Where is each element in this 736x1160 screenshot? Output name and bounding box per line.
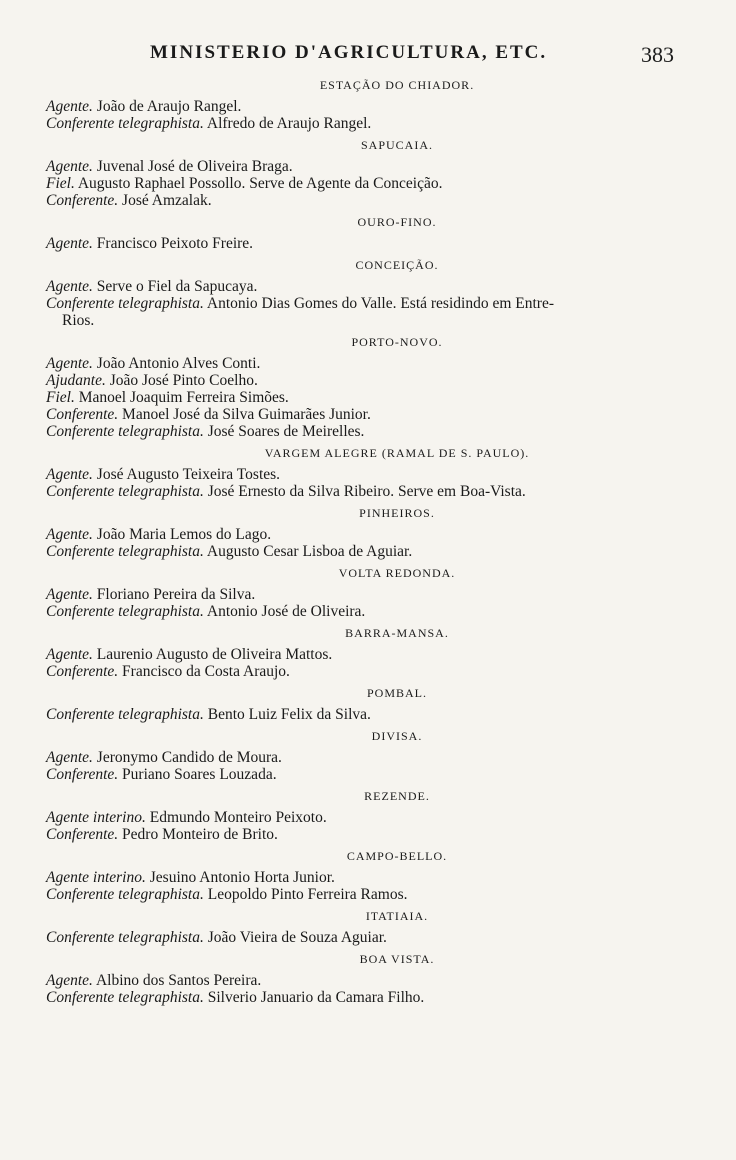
staff-name: Leopoldo Pinto Ferreira Ramos. bbox=[203, 886, 408, 903]
staff-name: Edmundo Monteiro Peixoto. bbox=[145, 809, 327, 826]
staff-role: Conferente telegraphista. bbox=[46, 295, 204, 312]
staff-name: Serve o Fiel da Sapucaya. bbox=[92, 278, 258, 295]
station-heading: POMBAL. bbox=[366, 686, 427, 700]
staff-role: Agente. bbox=[46, 355, 93, 372]
staff-entry bbox=[42, 989, 682, 1006]
station-heading: ESTAÇÃO DO CHIADOR. bbox=[319, 78, 475, 92]
staff-entry bbox=[42, 886, 682, 903]
staff-name: Francisco da Costa Araujo. bbox=[118, 663, 290, 680]
station-heading: CAMPO-BELLO. bbox=[346, 849, 448, 863]
staff-role: Agente. bbox=[46, 235, 93, 252]
staff-name: Puriano Soares Louzada. bbox=[118, 766, 277, 783]
staff-entry bbox=[42, 389, 682, 406]
station-heading: SAPUCAIA. bbox=[360, 138, 433, 152]
staff-entry bbox=[42, 603, 682, 620]
staff-role: Conferente. bbox=[46, 663, 119, 680]
staff-name: João Vieira de Souza Aguiar. bbox=[203, 929, 387, 946]
staff-name: Antonio José de Oliveira. bbox=[203, 603, 366, 620]
staff-name: José Ernesto da Silva Ribeiro. Serve em Boa-Vista. bbox=[203, 483, 526, 500]
staff-entry bbox=[42, 175, 682, 192]
document-body bbox=[42, 72, 682, 1006]
station-heading: PORTO-NOVO. bbox=[351, 335, 443, 349]
staff-name: Augusto Cesar Lisboa de Aguiar. bbox=[203, 543, 413, 560]
staff-entry bbox=[42, 766, 682, 783]
staff-entry bbox=[42, 355, 682, 372]
staff-name: João de Araujo Rangel. bbox=[92, 98, 242, 115]
staff-entry bbox=[42, 646, 682, 663]
station-heading: BARRA-MANSA. bbox=[345, 626, 449, 640]
staff-role: Agente. bbox=[46, 98, 93, 115]
staff-role: Agente. bbox=[46, 466, 93, 483]
staff-name: Bento Luiz Felix da Silva. bbox=[203, 706, 371, 723]
staff-role: Conferente telegraphista. bbox=[46, 423, 204, 440]
staff-role: Conferente telegraphista. bbox=[46, 886, 204, 903]
staff-entry bbox=[42, 235, 682, 252]
staff-role: Conferente telegraphista. bbox=[46, 543, 204, 560]
staff-role: Agente. bbox=[46, 526, 93, 543]
staff-entry bbox=[42, 869, 682, 886]
staff-entry bbox=[42, 972, 682, 989]
staff-role: Conferente telegraphista. bbox=[46, 706, 204, 723]
staff-entry bbox=[42, 192, 682, 209]
staff-role: Agente. bbox=[46, 749, 93, 766]
station-heading: ITATIAIA. bbox=[365, 909, 429, 923]
staff-role: Agente. bbox=[46, 646, 93, 663]
staff-role: Agente. bbox=[46, 586, 93, 603]
staff-entry bbox=[42, 372, 682, 389]
staff-entry-continuation: Rios. bbox=[62, 312, 95, 329]
running-title: MINISTERIO D'AGRICULTURA, ETC. bbox=[150, 42, 548, 63]
staff-role: Conferente. bbox=[46, 406, 119, 423]
staff-name: Floriano Pereira da Silva. bbox=[92, 586, 256, 603]
staff-name: Antonio Dias Gomes do Valle. Está residindo em Entre- bbox=[203, 295, 554, 312]
staff-entry bbox=[42, 295, 682, 312]
staff-entry bbox=[42, 406, 682, 423]
staff-entry bbox=[42, 483, 682, 500]
staff-entry bbox=[42, 526, 682, 543]
staff-role: Agente interino. bbox=[46, 869, 146, 886]
station-heading: VARGEM ALEGRE (RAMAL DE S. PAULO). bbox=[264, 446, 530, 460]
staff-entry bbox=[42, 809, 682, 826]
staff-name: Francisco Peixoto Freire. bbox=[92, 235, 254, 252]
staff-role: Conferente. bbox=[46, 766, 119, 783]
staff-role: Conferente. bbox=[46, 826, 119, 843]
staff-entry bbox=[42, 466, 682, 483]
staff-entry bbox=[42, 115, 682, 132]
staff-name: Jesuino Antonio Horta Junior. bbox=[145, 869, 335, 886]
staff-role: Agente. bbox=[46, 972, 93, 989]
staff-name: José Amzalak. bbox=[118, 192, 212, 209]
staff-name: Alfredo de Araujo Rangel. bbox=[203, 115, 372, 132]
staff-role: Conferente telegraphista. bbox=[46, 603, 204, 620]
station-heading: REZENDE. bbox=[364, 789, 430, 803]
staff-role: Conferente telegraphista. bbox=[46, 115, 204, 132]
staff-name: José Augusto Teixeira Tostes. bbox=[92, 466, 281, 483]
staff-entry bbox=[42, 586, 682, 603]
staff-entry bbox=[42, 929, 682, 946]
staff-role: Conferente telegraphista. bbox=[46, 483, 204, 500]
staff-role: Conferente. bbox=[46, 192, 119, 209]
station-heading: VOLTA REDONDA. bbox=[338, 566, 456, 580]
staff-entry bbox=[42, 706, 682, 723]
staff-name: Albino dos Santos Pereira. bbox=[92, 972, 262, 989]
station-heading: BOA VISTA. bbox=[359, 952, 435, 966]
staff-entry bbox=[42, 158, 682, 175]
staff-entry bbox=[42, 543, 682, 560]
staff-name: Juvenal José de Oliveira Braga. bbox=[92, 158, 293, 175]
page-header bbox=[0, 40, 736, 70]
staff-name: Silverio Januario da Camara Filho. bbox=[203, 989, 425, 1006]
staff-entry bbox=[42, 826, 682, 843]
staff-name: Laurenio Augusto de Oliveira Mattos. bbox=[92, 646, 333, 663]
staff-name: Jeronymo Candido de Moura. bbox=[92, 749, 282, 766]
staff-role: Fiel. bbox=[46, 389, 75, 406]
staff-name: Manoel José da Silva Guimarães Junior. bbox=[118, 406, 371, 423]
staff-name: João Maria Lemos do Lago. bbox=[92, 526, 272, 543]
station-heading: DIVISA. bbox=[371, 729, 423, 743]
staff-role: Agente interino. bbox=[46, 809, 146, 826]
station-heading: OURO-FINO. bbox=[357, 215, 437, 229]
staff-role: Agente. bbox=[46, 278, 93, 295]
staff-role: Fiel. bbox=[46, 175, 75, 192]
staff-entry bbox=[42, 278, 682, 295]
staff-name: José Soares de Meirelles. bbox=[203, 423, 365, 440]
staff-name: Augusto Raphael Possollo. Serve de Agente da Conceição. bbox=[74, 175, 443, 192]
station-heading: PINHEIROS. bbox=[359, 506, 435, 520]
staff-role: Conferente telegraphista. bbox=[46, 989, 204, 1006]
staff-role: Agente. bbox=[46, 158, 93, 175]
staff-role: Conferente telegraphista. bbox=[46, 929, 204, 946]
staff-entry bbox=[42, 98, 682, 115]
staff-entry bbox=[42, 749, 682, 766]
staff-entry bbox=[42, 423, 682, 440]
staff-name: João José Pinto Coelho. bbox=[105, 372, 258, 389]
staff-entry bbox=[42, 663, 682, 680]
staff-name: Pedro Monteiro de Brito. bbox=[118, 826, 278, 843]
staff-role: Ajudante. bbox=[46, 372, 106, 389]
staff-name: Manoel Joaquim Ferreira Simões. bbox=[74, 389, 289, 406]
staff-name: João Antonio Alves Conti. bbox=[92, 355, 261, 372]
page-number: 383 bbox=[641, 42, 674, 67]
station-heading: CONCEIÇÃO. bbox=[355, 258, 439, 272]
